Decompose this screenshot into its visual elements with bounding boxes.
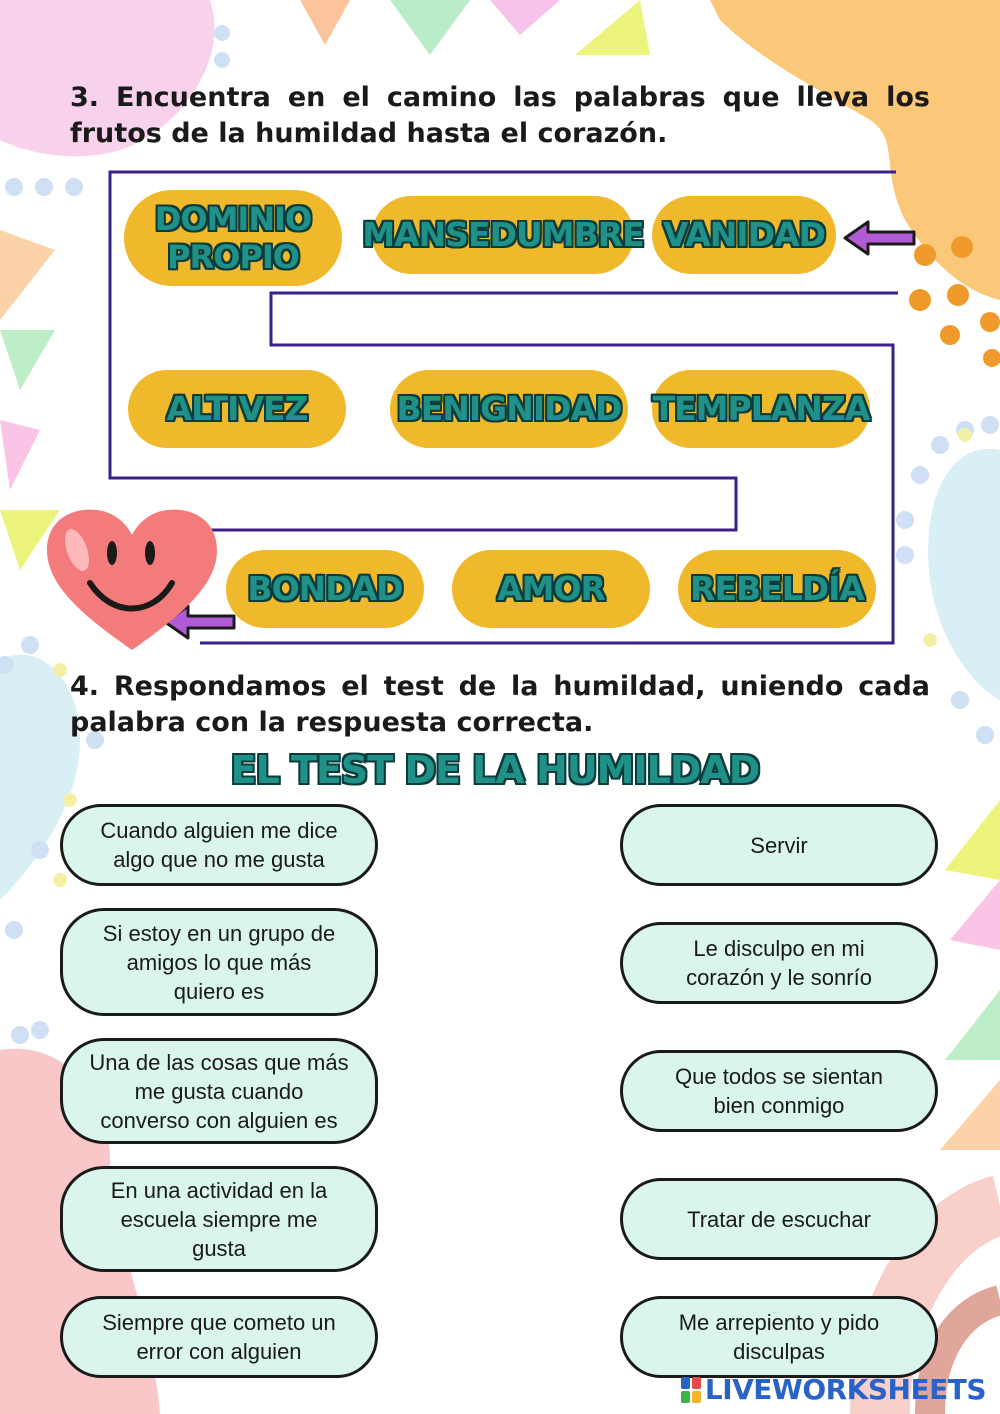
- maze-word-rebeldia[interactable]: REBELDÍA: [678, 550, 876, 628]
- question-3-title: 3. Encuentra en el camino las palabras que lleva los frutos de la humildad hasta el corazón.: [70, 82, 930, 149]
- right-answer-box[interactable]: [620, 1296, 938, 1378]
- right-answer-box[interactable]: [620, 1050, 938, 1132]
- left-answer-box[interactable]: [60, 1296, 378, 1378]
- maze-word-vanidad[interactable]: VANIDAD: [652, 196, 836, 274]
- right-answer-text: Le disculpo en mi corazón y le sonrío: [686, 936, 872, 990]
- right-answer-box[interactable]: [620, 804, 938, 886]
- maze-word-benignidad[interactable]: BENIGNIDAD: [390, 370, 628, 448]
- start-arrow-icon: [840, 218, 920, 258]
- liveworksheets-logo-icon: [681, 1377, 701, 1403]
- maze-word-dominio-propio[interactable]: DOMINIO PROPIO: [124, 190, 342, 286]
- right-answer-box[interactable]: [620, 1178, 938, 1260]
- right-answer-text: Servir: [750, 832, 808, 858]
- left-answer-box[interactable]: [60, 1166, 378, 1272]
- right-answer-box[interactable]: [620, 922, 938, 1004]
- maze-word-mansedumbre[interactable]: MANSEDUMBRE: [372, 196, 634, 274]
- maze-word-amor[interactable]: AMOR: [452, 550, 650, 628]
- right-answer-text: Tratar de escuchar: [687, 1206, 871, 1232]
- left-answer-text: Cuando alguien me dice algo que no me gusta: [100, 818, 338, 872]
- left-answer-text: Siempre que cometo un error con alguien: [102, 1310, 336, 1364]
- right-answer-text: Me arrepiento y pido disculpas: [678, 1310, 880, 1364]
- test-title: EL TEST DE LA HUMILDAD: [230, 748, 760, 792]
- right-answer-text: Que todos se sientan bien conmigo: [675, 1064, 883, 1118]
- smiling-heart-icon: [42, 505, 222, 655]
- left-answer-text: Una de las cosas que más me gusta cuando converso con alguien es: [89, 1049, 349, 1133]
- liveworksheets-brand: [681, 1373, 986, 1406]
- question-4-title: 4. Respondamos el test de la humildad, uniendo cada palabra con la respuesta correcta.: [70, 671, 930, 738]
- left-answer-text: En una actividad en la escuela siempre me gusta: [110, 1177, 328, 1261]
- left-answer-box[interactable]: [60, 1038, 378, 1144]
- left-answer-text: Si estoy en un grupo de amigos lo que más quiero es: [102, 920, 336, 1004]
- maze-word-templanza[interactable]: TEMPLANZA: [652, 370, 870, 448]
- maze-word-altivez[interactable]: ALTIVEZ: [128, 370, 346, 448]
- left-answer-box[interactable]: [60, 804, 378, 886]
- maze-word-bondad[interactable]: BONDAD: [226, 550, 424, 628]
- brand-name: LIVEWORKSHEETS: [704, 1373, 986, 1406]
- left-answer-box[interactable]: [60, 908, 378, 1016]
